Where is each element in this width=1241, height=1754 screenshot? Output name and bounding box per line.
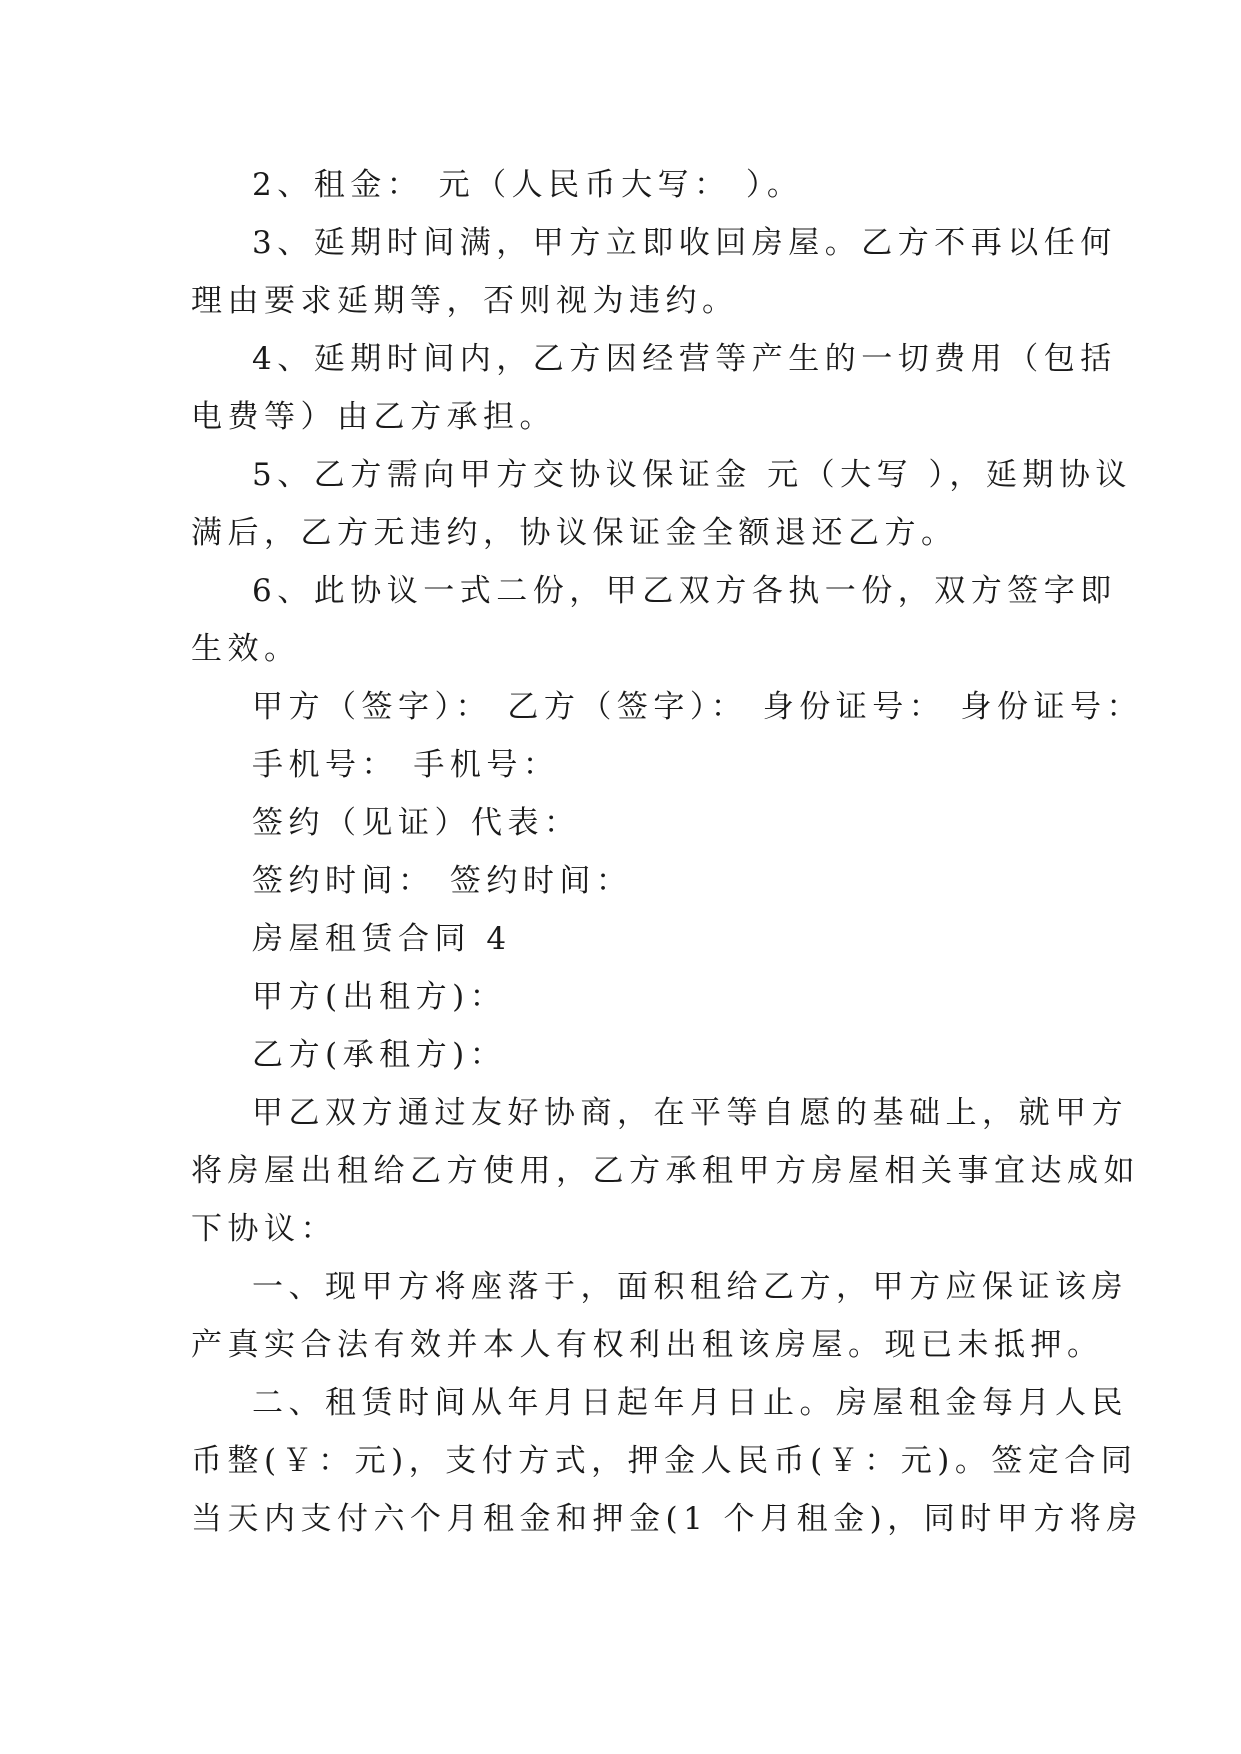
contract-title: 房屋租赁合同 4 <box>252 921 512 957</box>
preamble-line-3: 下协议： <box>191 1211 337 1247</box>
preamble-line-2: 将房屋出租给乙方使用，乙方承租甲方房屋相关事宜达成如 <box>191 1153 1140 1189</box>
clause-6-line-2: 生效。 <box>191 631 301 667</box>
clause-5-line-1: 5、乙方需向甲方交协议保证金 元（大写 ），延期协议 <box>252 457 1132 493</box>
clause-2-rent: 2、租金： 元（人民币大写： ）。 <box>252 167 804 203</box>
clause-6-line-1: 6、此协议一式二份，甲乙双方各执一份，双方签字即 <box>252 573 1117 609</box>
phone-line: 手机号： 手机号： <box>252 747 560 783</box>
party-a-line: 甲方(出租方)： <box>252 979 507 1015</box>
article-2-line-1: 二、租赁时间从年月日起年月日止。房屋租金每月人民 <box>252 1385 1128 1421</box>
witness-line: 签约（见证）代表： <box>252 805 581 841</box>
article-1-line-1: 一、现甲方将座落于，面积租给乙方，甲方应保证该房 <box>252 1269 1128 1305</box>
article-2-line-2: 币整(￥：元)，支付方式，押金人民币(￥：元)。签定合同 <box>191 1443 1138 1479</box>
clause-3-line-1: 3、延期时间满，甲方立即收回房屋。乙方不再以任何 <box>252 225 1117 261</box>
preamble-line-1: 甲乙双方通过友好协商，在平等自愿的基础上，就甲方 <box>252 1095 1128 1131</box>
clause-3-line-2: 理由要求延期等，否则视为违约。 <box>191 283 739 319</box>
party-b-line: 乙方(承租方)： <box>252 1037 507 1073</box>
clause-4-line-2: 电费等）由乙方承担。 <box>191 399 556 435</box>
clause-5-line-2: 满后，乙方无违约，协议保证金全额退还乙方。 <box>191 515 958 551</box>
article-2-line-3: 当天内支付六个月租金和押金(1 个月租金)，同时甲方将房 <box>191 1501 1143 1537</box>
clause-4-line-1: 4、延期时间内，乙方因经营等产生的一切费用（包括 <box>252 341 1117 377</box>
article-1-line-2: 产真实合法有效并本人有权利出租该房屋。现已未抵押。 <box>191 1327 1104 1363</box>
sign-date-line: 签约时间： 签约时间： <box>252 863 633 899</box>
signature-line: 甲方（签字）： 乙方（签字）： 身份证号： 身份证号： <box>252 689 1144 725</box>
